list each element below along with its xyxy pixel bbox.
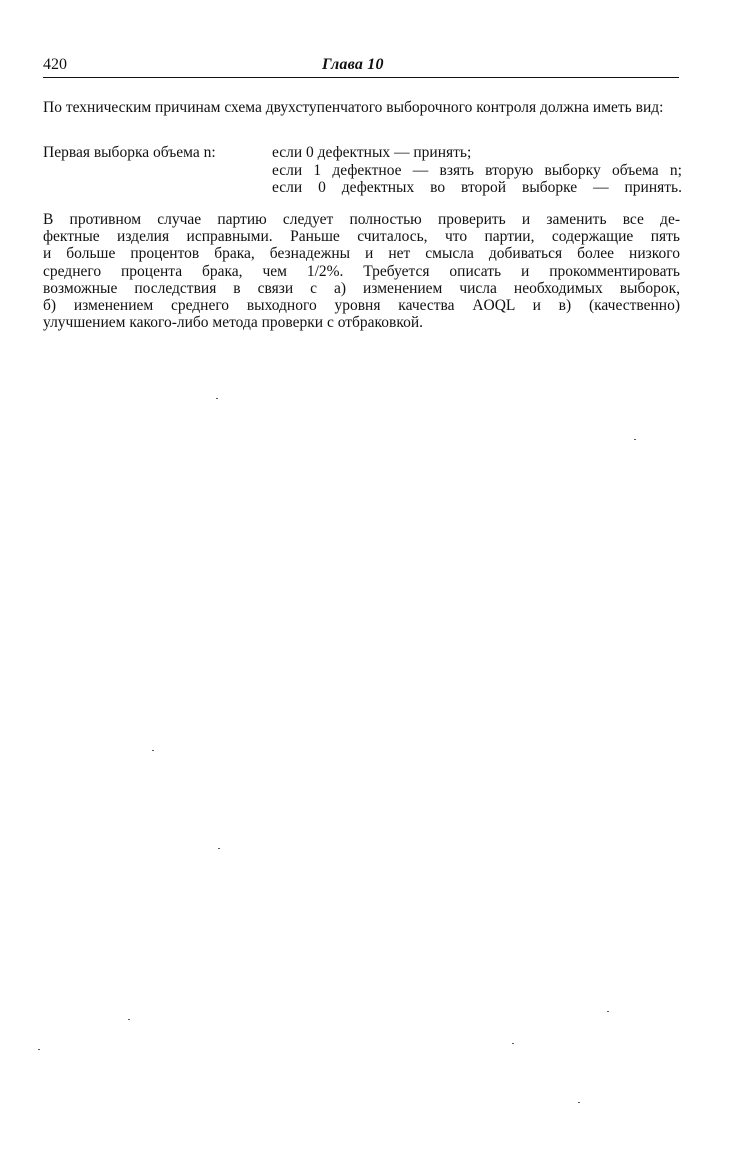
paragraph-line: б) изменением среднего выходного уровня качества AOQL и в) (качественно) <box>43 297 680 315</box>
paragraph-line: улучшением какого-либо метода проверки с отбраковкой. <box>43 314 424 332</box>
scheme-label: Первая выборка объема n: <box>43 144 216 161</box>
chapter-running-head: Глава 10 <box>322 56 384 73</box>
scheme-rule: если 1 дефектное — взять вторую выборку объема n; <box>272 161 682 179</box>
scan-speck <box>38 1049 40 1050</box>
scan-speck <box>152 750 154 751</box>
scheme-rules <box>272 144 682 197</box>
scheme-rule: если 0 дефектных во второй выборке — принять. <box>272 179 682 196</box>
scan-speck <box>512 1043 514 1044</box>
page-header <box>43 55 679 78</box>
scan-speck <box>128 1019 130 1020</box>
problem-paragraph <box>43 211 680 331</box>
scan-speck <box>216 398 218 399</box>
paragraph-line: и больше процентов брака, безнадежны и нет смысла добиваться более низкого <box>43 245 680 263</box>
paragraph-line: возможные последствия в связи с а) изменением числа необходимых выборок, <box>43 279 680 297</box>
scan-speck <box>218 848 220 849</box>
scheme-rule: если 0 дефектных — принять; <box>272 144 472 161</box>
scan-speck <box>634 439 636 440</box>
intro-paragraph: По техническим причинам схема двухступенчатого выборочного контроля должна иметь вид: <box>43 99 664 116</box>
scan-speck <box>578 1102 580 1103</box>
paragraph-line: среднего процента брака, чем 1/2%. Требуется описать и прокомментировать <box>43 262 680 280</box>
page-number: 420 <box>43 56 67 73</box>
paragraph-line: В противном случае партию следует полностью проверить и заменить все де- <box>43 211 680 228</box>
scan-speck <box>607 1011 609 1012</box>
paragraph-line: фектные изделия исправными. Раньше считалось, что партии, содержащие пять <box>43 228 680 246</box>
